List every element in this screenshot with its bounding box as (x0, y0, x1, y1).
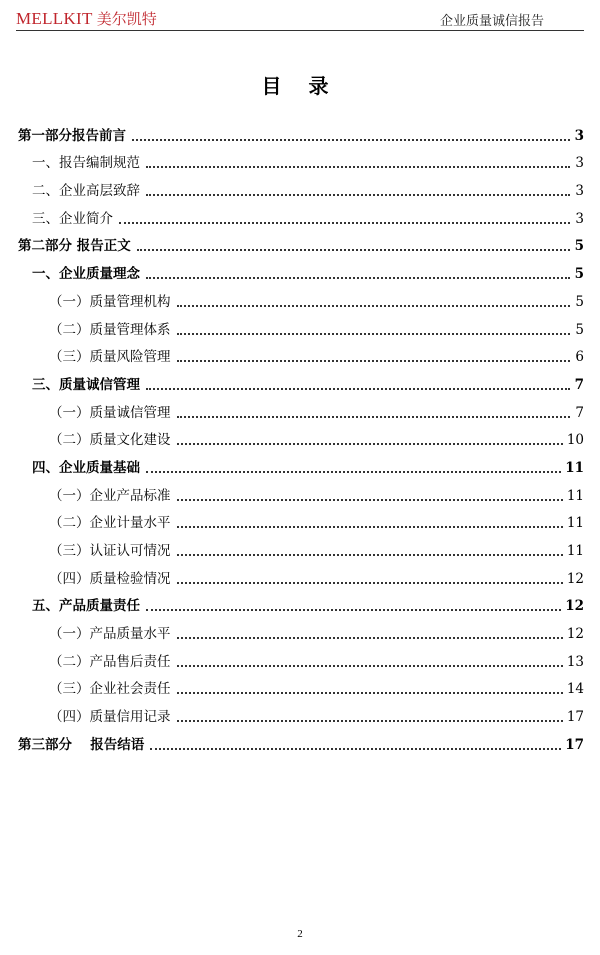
page-number: 2 (297, 928, 303, 940)
toc-entry-title: （一）质量管理机构 (49, 293, 171, 310)
toc-leader-dots (146, 459, 561, 473)
toc-leader-dots (177, 625, 563, 639)
toc-entry[interactable] (18, 282, 584, 310)
toc-entry[interactable] (18, 559, 584, 587)
toc-leader-dots (146, 182, 570, 196)
toc-entry[interactable] (18, 725, 584, 753)
brand-logo (16, 8, 157, 29)
toc-entry-title: 二、企业高层致辞 (32, 183, 140, 200)
toc-entry-page: 3 (575, 155, 584, 172)
toc-entry[interactable] (18, 338, 584, 366)
brand-name-cn: 美尔凯特 (96, 10, 157, 28)
toc-entry-page: 5 (575, 293, 584, 310)
toc-entry[interactable] (18, 587, 584, 615)
toc-leader-dots (177, 487, 563, 501)
toc-entry[interactable] (18, 116, 584, 144)
toc-entry-page: 13 (566, 653, 584, 670)
toc-entry-title: （一）产品质量水平 (49, 626, 171, 643)
toc-leader-dots (146, 597, 561, 611)
toc-leader-dots (177, 321, 571, 335)
toc-leader-dots (177, 431, 563, 445)
page-header (16, 6, 584, 31)
toc-entry-page: 14 (566, 681, 584, 698)
toc-entry-title: 一、企业质量理念 (32, 266, 140, 283)
toc-leader-dots (119, 210, 570, 224)
toc-entry-page: 7 (575, 404, 584, 421)
toc-entry-title: 三、质量诚信管理 (32, 376, 140, 393)
toc-leader-dots (177, 653, 563, 667)
toc-leader-dots (177, 708, 563, 722)
toc-entry-page: 6 (575, 349, 584, 366)
toc-entry-page: 11 (566, 543, 584, 559)
toc-entry[interactable] (18, 144, 584, 172)
toc-leader-dots (146, 265, 570, 279)
toc-leader-dots (177, 293, 571, 307)
toc-leader-dots (146, 154, 570, 168)
toc-entry[interactable] (18, 254, 584, 282)
toc-entry-title: 第三部分 报告结语 (18, 736, 145, 753)
toc-entry-title: （四）质量信用记录 (49, 709, 171, 726)
toc-entry[interactable] (18, 670, 584, 698)
toc-leader-dots (177, 514, 563, 528)
toc-entry-page: 11 (565, 459, 584, 476)
toc-leader-dots (177, 680, 563, 694)
toc-entry-page: 12 (566, 570, 584, 587)
toc-entry-title: （二）企业计量水平 (49, 515, 171, 532)
toc-entry-page: 3 (575, 183, 584, 200)
toc-entry-title: （二）质量管理体系 (49, 321, 171, 338)
report-name: 企业质量诚信报告 (439, 14, 544, 29)
toc-entry[interactable] (18, 531, 584, 559)
toc-entry-title: 第一部分报告前言 (18, 127, 126, 144)
toc-entry-page: 11 (566, 487, 584, 504)
toc-entry-page: 17 (565, 736, 584, 753)
toc-entry[interactable] (18, 393, 584, 421)
toc-entry[interactable] (18, 642, 584, 670)
toc-leader-dots (150, 736, 561, 750)
toc-entry-title: 五、产品质量责任 (32, 598, 140, 615)
toc-entry-title: （四）质量检验情况 (49, 570, 171, 587)
toc-entry-page: 12 (565, 598, 584, 615)
table-of-contents (18, 116, 584, 753)
toc-entry[interactable] (18, 199, 584, 227)
toc-entry-page: 11 (566, 515, 584, 532)
toc-leader-dots (137, 237, 570, 251)
toc-entry-title: （三）认证认可情况 (49, 543, 171, 559)
toc-entry-page: 5 (574, 266, 584, 283)
toc-entry[interactable] (18, 448, 584, 476)
toc-entry-page: 12 (566, 626, 584, 643)
toc-entry[interactable] (18, 171, 584, 199)
toc-entry-title: 三、企业简介 (32, 210, 113, 227)
toc-entry-page: 10 (566, 432, 584, 449)
toc-entry-page: 17 (566, 709, 584, 726)
toc-entry-title: （一）企业产品标准 (49, 487, 171, 504)
toc-leader-dots (177, 570, 563, 584)
toc-entry-page: 3 (574, 127, 584, 144)
toc-entry[interactable] (18, 310, 584, 338)
toc-entry-title: （一）质量诚信管理 (49, 404, 171, 421)
toc-leader-dots (177, 348, 571, 362)
toc-entry-page: 5 (575, 321, 584, 338)
brand-name-en: MELLKIT (16, 9, 93, 28)
toc-entry-page: 3 (575, 210, 584, 227)
toc-entry-page: 7 (574, 376, 584, 393)
toc-leader-dots (132, 127, 570, 141)
toc-leader-dots (146, 376, 570, 390)
toc-entry-title: 第二部分 报告正文 (18, 238, 131, 255)
toc-entry[interactable] (18, 227, 584, 255)
toc-title: 目 录 (261, 74, 339, 98)
toc-entry-title: 四、企业质量基础 (32, 459, 140, 476)
toc-entry[interactable] (18, 476, 584, 504)
toc-entry[interactable] (18, 421, 584, 449)
toc-entry-title: （二）质量文化建设 (49, 432, 171, 449)
toc-leader-dots (177, 542, 563, 556)
toc-entry[interactable] (18, 614, 584, 642)
toc-entry-title: （二）产品售后责任 (49, 653, 171, 670)
toc-entry-title: 一、报告编制规范 (32, 155, 140, 172)
toc-leader-dots (177, 404, 571, 418)
toc-entry-page: 5 (574, 238, 584, 255)
toc-entry[interactable] (18, 504, 584, 532)
toc-entry-title: （三）质量风险管理 (49, 349, 171, 366)
toc-entry-title: （三）企业社会责任 (49, 681, 171, 698)
toc-entry[interactable] (18, 365, 584, 393)
toc-entry[interactable] (18, 697, 584, 725)
